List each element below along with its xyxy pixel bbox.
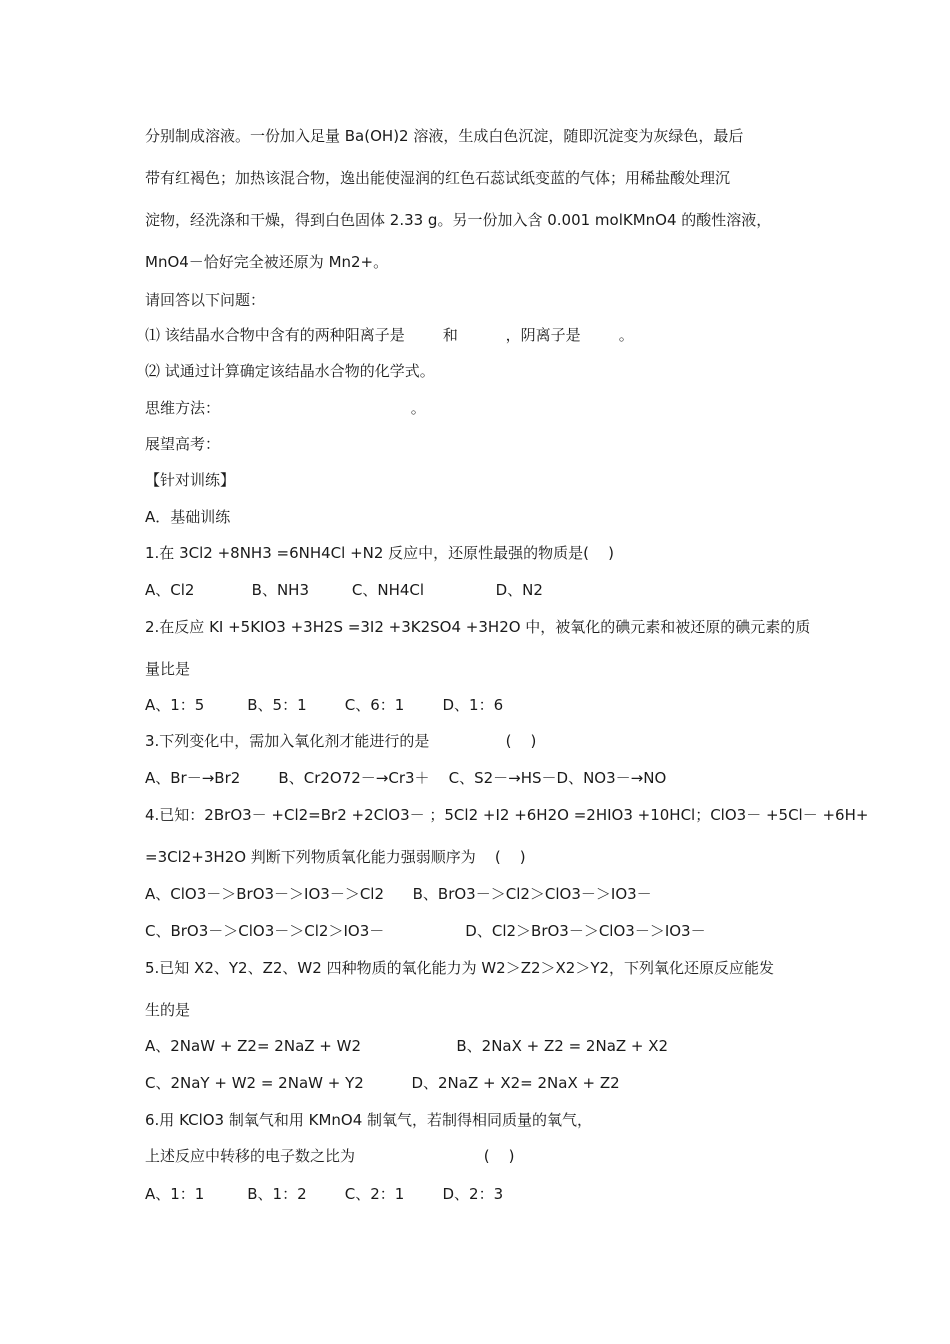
question-2: 2.在反应 KI +5KIO3 +3H2S =3I2 +3K2SO4 +3H2O 中，被氧化的碘元素和被还原的碘元素的质: [145, 618, 811, 636]
question-3: 3.下列变化中，需加入氧化剂才能进行的是 ( ): [145, 732, 537, 750]
question-5-options: A、2NaW + Z2= 2NaZ + W2 B、2NaX + Z2 = 2NaZ + X2: [145, 1037, 669, 1055]
text-line: 展望高考：: [145, 435, 221, 453]
question-6-options: A、1：1 B、1：2 C、2：1 D、2：3: [145, 1185, 504, 1203]
question-6: 6.用 KClO3 制氧气和用 KMnO4 制氧气，若制得相同质量的氧气，: [145, 1111, 593, 1129]
text-line: MnO4－恰好完全被还原为 Mn2+。: [145, 253, 389, 271]
text-line: 带有红褐色；加热该混合物，逸出能使湿润的红色石蕊试纸变蓝的气体；用稀盐酸处理沉: [145, 169, 731, 187]
text-line: 淀物，经洗涤和干燥，得到白色固体 2.33 g。另一份加入含 0.001 molKMnO4 的酸性溶液，: [145, 211, 772, 229]
question-5-options: C、2NaY + W2 = 2NaW + Y2 D、2NaZ + X2= 2NaX + Z2: [145, 1074, 620, 1092]
text-line: ⑴ 该结晶水合物中含有的两种阳离子是 和 ，阴离子是 。: [145, 326, 634, 344]
text-line: 请回答以下问题：: [145, 291, 266, 309]
question-2-options: A、1：5 B、5：1 C、6：1 D、1：6: [145, 696, 504, 714]
question-4: 4.已知：2BrO3－ +Cl2=Br2 +2ClO3－ ；5Cl2 +I2 +6H2O =2HIO3 +10HCl；ClO3－ +5Cl－ +6H+: [145, 806, 869, 824]
section-heading: 【针对训练】: [145, 471, 236, 489]
text-line: ⑵ 试通过计算确定该结晶水合物的化学式。: [145, 362, 435, 380]
text-line: 分别制成溶液。一份加入足量 Ba(OH)2 溶液，生成白色沉淀，随即沉淀变为灰绿色，最后: [145, 127, 744, 145]
question-1-options: A、Cl2 B、NH3 C、NH4Cl D、N2: [145, 581, 543, 599]
question-4-options: A、ClO3－＞BrO3－＞IO3－＞Cl2 B、BrO3－＞Cl2＞ClO3－＞IO3－: [145, 885, 652, 903]
question-4-options: C、BrO3－＞ClO3－＞Cl2＞IO3－ D、Cl2＞BrO3－＞ClO3－＞IO3－: [145, 922, 706, 940]
question-5: 5.已知 X2、Y2、Z2、W2 四种物质的氧化能力为 W2＞Z2＞X2＞Y2，下列氧化还原反应能发: [145, 959, 775, 977]
section-heading: A．基础训练: [145, 508, 231, 526]
question-1: 1.在 3Cl2 +8NH3 =6NH4Cl +N2 反应中，还原性最强的物质是( ): [145, 544, 614, 562]
question-3-options: A、Br－→Br2 B、Cr2O72－→Cr3＋ C、S2－→HS－D、NO3－→NO: [145, 769, 667, 787]
question-2: 量比是: [145, 660, 191, 678]
text-line: 思维方法： 。: [145, 399, 426, 417]
question-5: 生的是: [145, 1001, 191, 1019]
question-6: 上述反应中转移的电子数之比为 ( ): [145, 1147, 515, 1165]
question-4: =3Cl2+3H2O 判断下列物质氧化能力强弱顺序为 ( ): [145, 848, 526, 866]
